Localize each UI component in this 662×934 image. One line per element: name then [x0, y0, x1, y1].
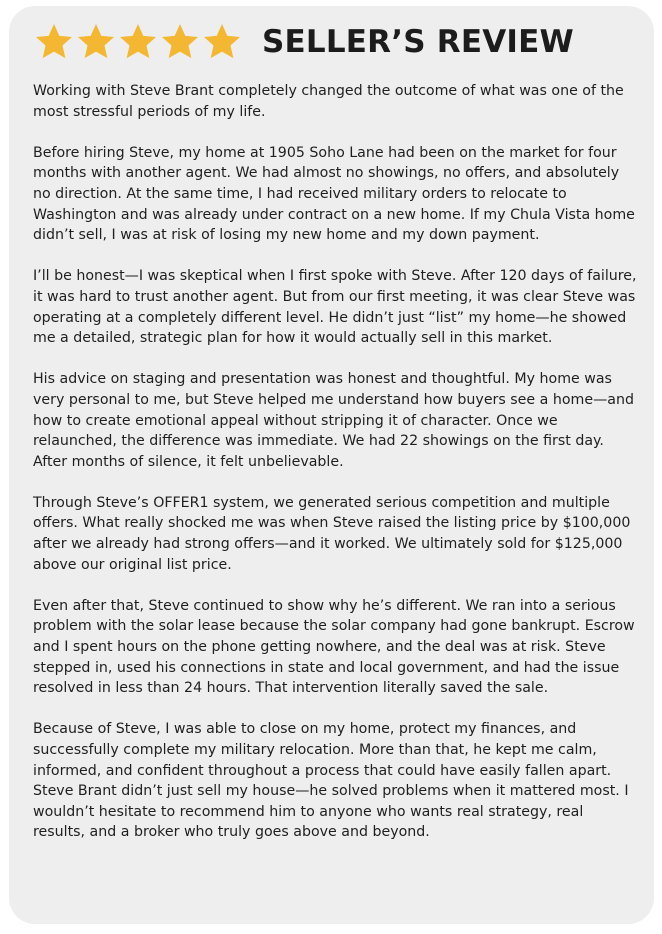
star-icon — [75, 22, 117, 62]
review-paragraph: Through Steve’s OFFER1 system, we generated serious competition and multiple offers. What really shocked me was when Steve raised the listing price by $100,000 after we already had strong offers—and it worked. We ultimately sold for $125,000 above our original list price. — [33, 494, 631, 573]
star-icon — [117, 22, 159, 62]
star-icon — [201, 22, 243, 62]
review-paragraph: Even after that, Steve continued to show why he’s different. We ran into a serious problem with the solar lease because the solar company had gone bankrupt. Escrow and I spent hours on the phone getting nowhere, and the deal was at risk. Steve stepped in, used his connections in state and local government, and had the issue resolved in less than 24 hours. That intervention literally saved the sale. — [33, 597, 635, 697]
review-paragraph: His advice on staging and presentation was honest and thoughtful. My home was very personal to me, but Steve helped me understand how buyers see a home—and how to create emotional appeal without stripping it of character. Once we relaunched, the difference was immediate. We had 22 showings on the first day. After months of silence, it felt unbelievable. — [33, 371, 634, 470]
review-paragraph: Because of Steve, I was able to close on my home, protect my finances, and successfully complete my military relocation. More than that, he kept me calm, informed, and confident throughout a process that could have easily fallen apart. Steve Brant didn’t just sell my house—he solved problems when it mattered most. I wouldn’t hesitate to recommend him to anyone who wants real strategy, real results, and a broker who truly goes above and beyond. — [33, 721, 629, 841]
review-paragraph: Before hiring Steve, my home at 1905 Soho Lane had been on the market for four months with another agent. We had almost no showings, no offers, and absolutely no direction. At the same time, I had received military orders to relocate to Washington and was already under contract on a new home. If my Chula Vista home didn’t sell, I was at risk of losing my new home and my down payment. — [33, 144, 635, 244]
star-icon — [159, 22, 201, 62]
star-icon — [33, 22, 75, 62]
star-rating — [33, 22, 243, 62]
review-card — [9, 6, 654, 924]
review-body — [33, 81, 639, 843]
review-header — [33, 14, 574, 70]
review-paragraph: I’ll be honest—I was skeptical when I first spoke with Steve. After 120 days of failure, it was hard to trust another agent. But from our first meeting, it was clear Steve was operating at a completely different level. He didn’t just “list” my home—he showed me a detailed, strategic plan for how it would actually sell in this market. — [33, 268, 637, 347]
review-title: SELLER’S REVIEW — [262, 24, 574, 60]
review-paragraph: Working with Steve Brant completely changed the outcome of what was one of the most stressful periods of my life. — [33, 83, 624, 120]
